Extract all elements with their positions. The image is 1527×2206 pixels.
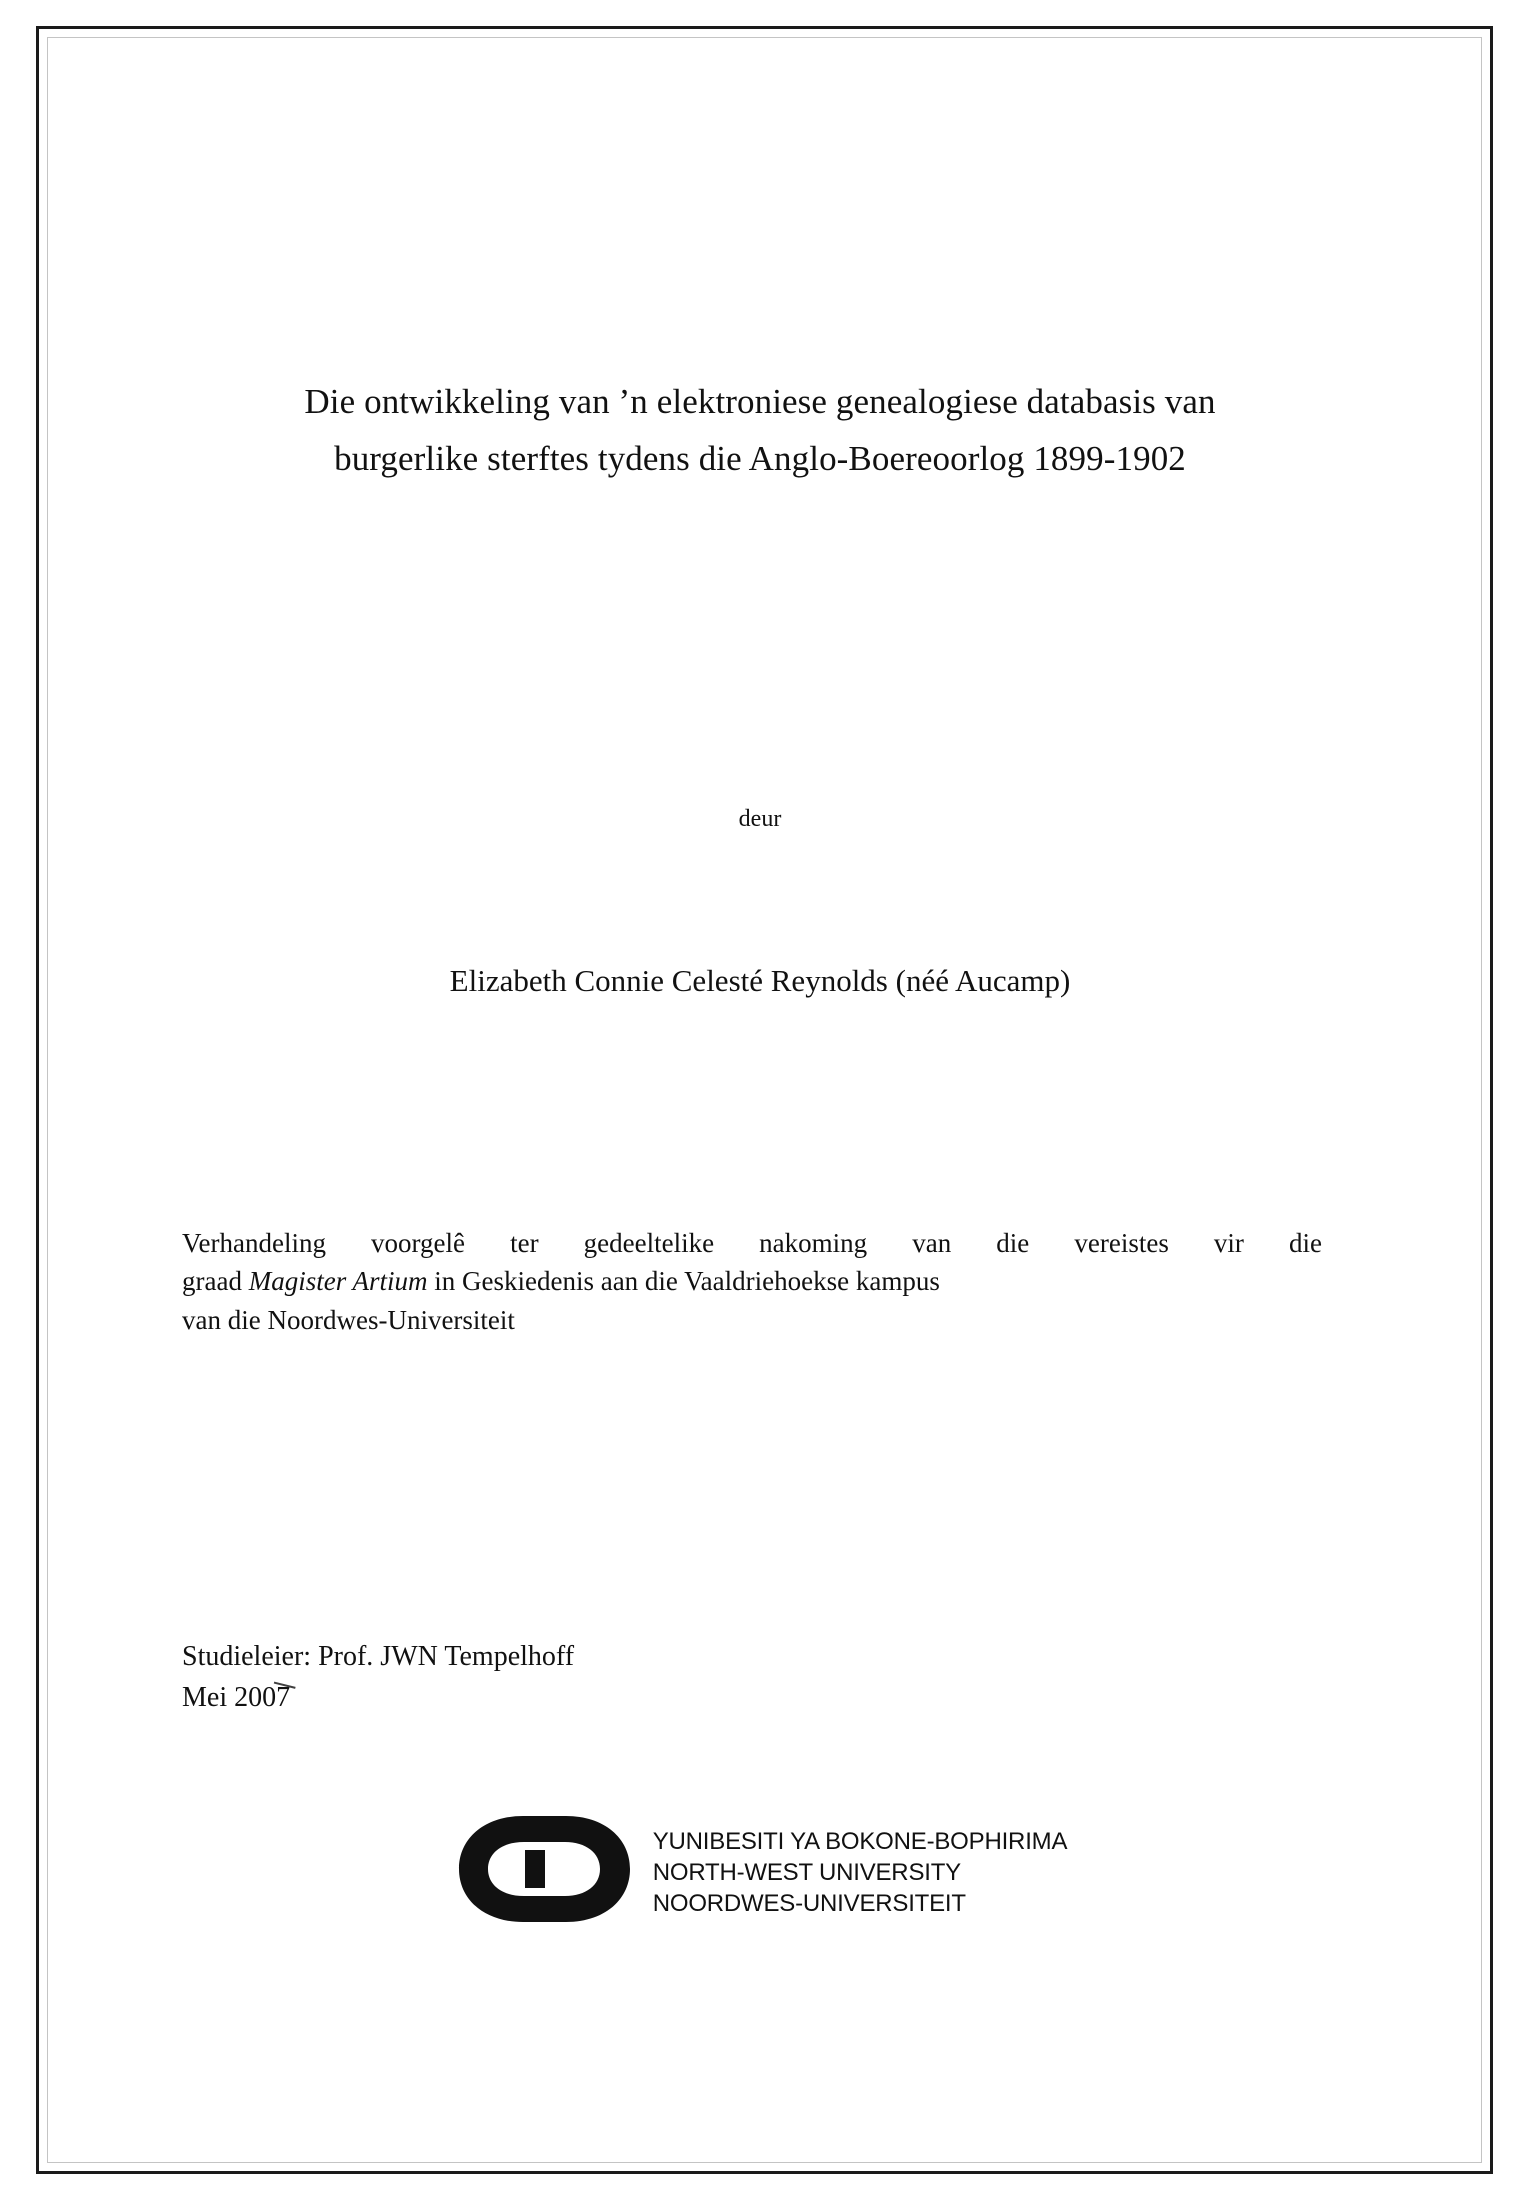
supervisor-line: Studieleier: Prof. JWN Tempelhoff (182, 1641, 575, 1672)
logo-text-block (653, 1818, 1068, 1919)
date-line-wrap (182, 1678, 1082, 1719)
degree-name-italic: Magister Artium (248, 1266, 428, 1297)
degree-statement-line-3: van die Noordwes-Universiteit (182, 1304, 515, 1335)
logo-line-1: YUNIBESITI YA BOKONE-BOPHIRIMA (652, 1828, 1068, 1856)
supervisor-and-date (182, 1637, 1082, 1718)
degree-statement-line-1: Verhandeling voorgelê ter gedeeltelike nakoming van die vereistes vir die (182, 1228, 1322, 1258)
page-title (180, 374, 1340, 487)
date-line: Mei 2007 (182, 1678, 290, 1719)
logo-wrap (453, 1810, 1068, 1928)
logo-line-3: NOORDWES-UNIVERSITEIT (652, 1889, 966, 1917)
title-line-2: burgerlike sterftes tydens die Anglo-Boereoorlog 1899-1902 (334, 438, 1186, 478)
university-logo-block (180, 1810, 1340, 1928)
author-name: Elizabeth Connie Celesté Reynolds (néé Aucamp) (449, 963, 1071, 998)
title-page-content (180, 0, 1340, 2206)
degree-statement-line-2 (182, 1262, 1322, 1300)
degree-statement-line-2-prefix: graad (182, 1266, 249, 1297)
degree-statement (182, 1224, 1322, 1339)
by-label: deur (738, 806, 782, 832)
degree-statement-line-2-suffix: in Geskiedenis aan die Vaaldriehoekse kampus (427, 1266, 940, 1297)
title-line-1: Die ontwikkeling van ’n elektroniese genealogiese databasis van (304, 382, 1216, 421)
north-west-university-logo-icon (453, 1810, 643, 1928)
logo-line-2: NORTH-WEST UNIVERSITY (652, 1859, 961, 1887)
